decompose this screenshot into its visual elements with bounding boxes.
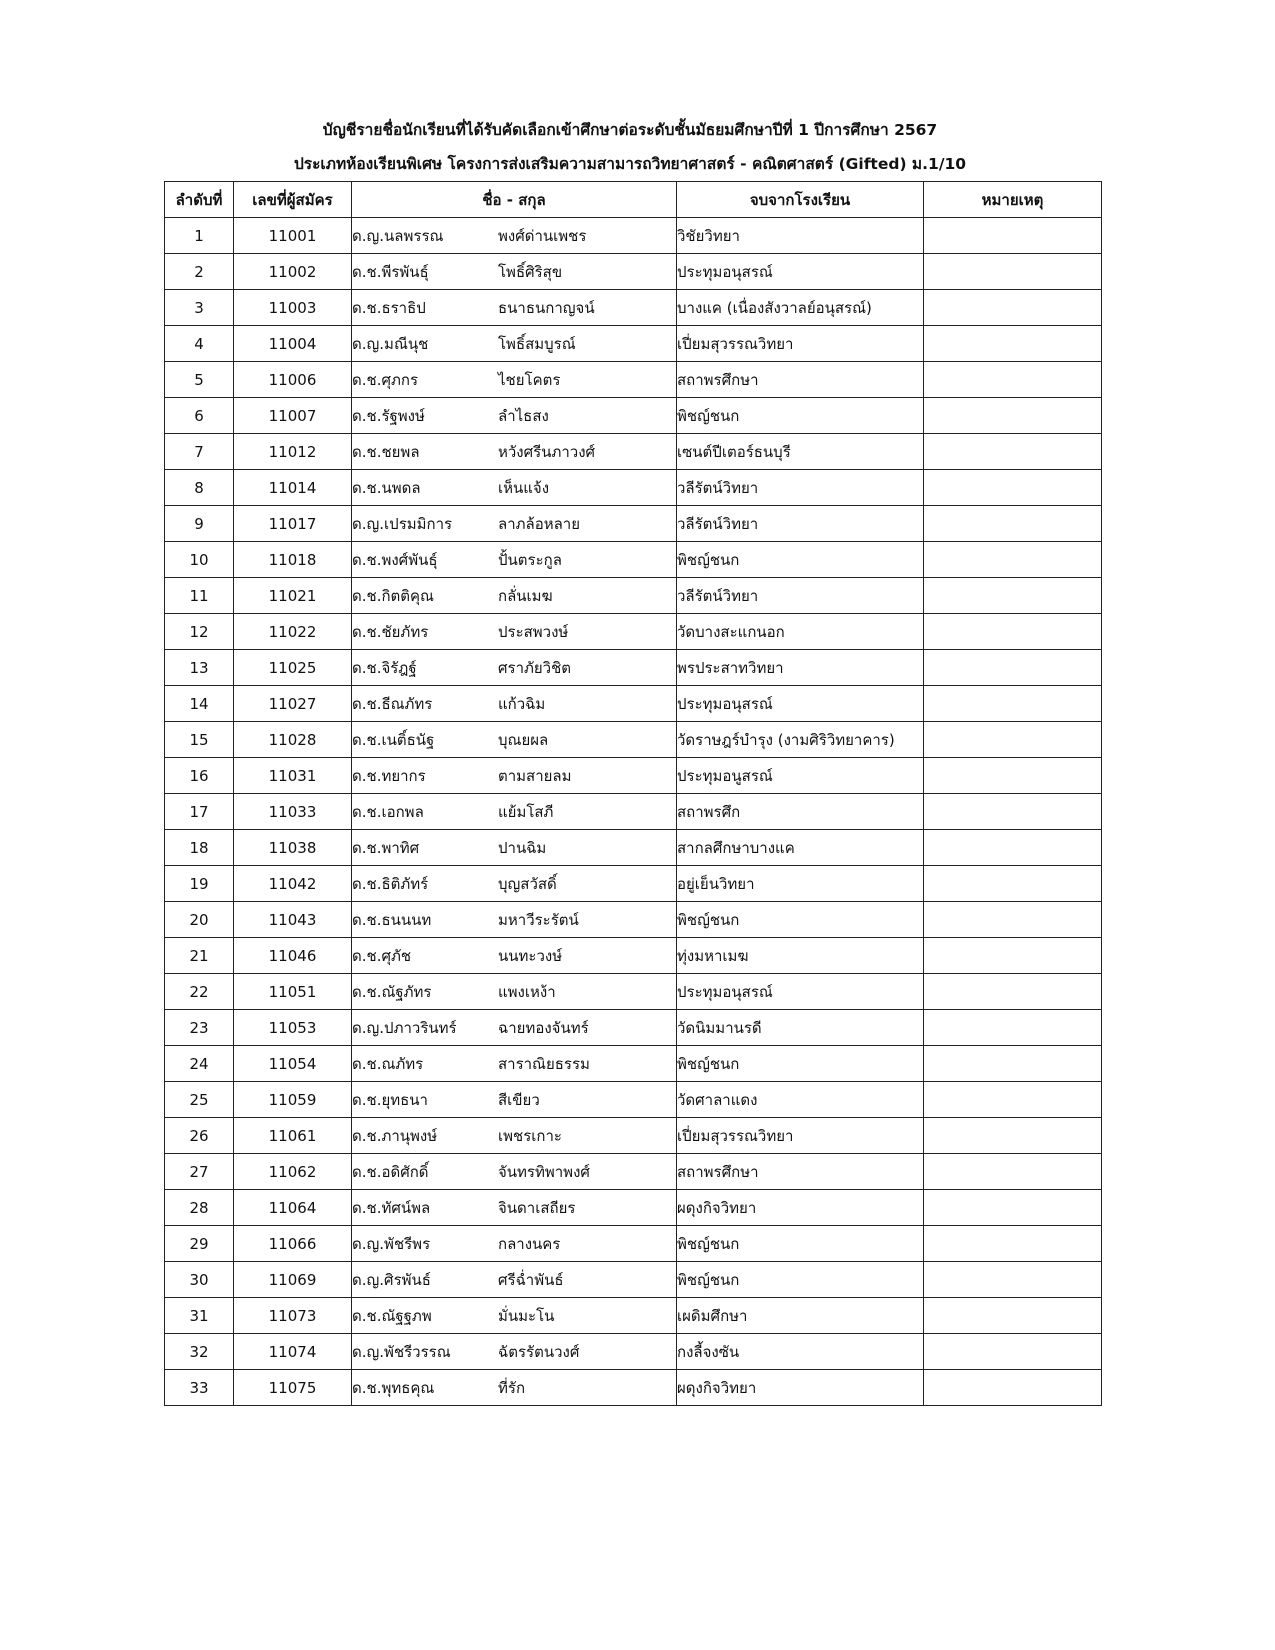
applicant-number: 11064 bbox=[234, 1190, 352, 1226]
previous-school: พิชญ์ชนก bbox=[677, 1262, 924, 1298]
table-row bbox=[165, 1298, 1102, 1334]
previous-school: วัดนิมมานรดี bbox=[677, 1010, 924, 1046]
student-name-cell bbox=[352, 722, 677, 758]
previous-school: พิชญ์ชนก bbox=[677, 902, 924, 938]
table-row bbox=[165, 902, 1102, 938]
student-last-name: มั่นมะโน bbox=[498, 1306, 555, 1325]
student-last-name: แย้มโสภี bbox=[498, 802, 554, 821]
table-row bbox=[165, 830, 1102, 866]
row-number: 33 bbox=[165, 1370, 234, 1406]
row-number: 25 bbox=[165, 1082, 234, 1118]
note-cell bbox=[924, 290, 1102, 326]
note-cell bbox=[924, 722, 1102, 758]
student-first-name: ด.ช.ชัยภัทร bbox=[352, 622, 429, 641]
applicant-number: 11004 bbox=[234, 326, 352, 362]
student-last-name: แพงเหง้า bbox=[498, 982, 556, 1001]
table-row bbox=[165, 326, 1102, 362]
student-first-name: ด.ช.ณัฐภัทร bbox=[352, 982, 432, 1001]
applicant-number: 11007 bbox=[234, 398, 352, 434]
student-name-cell bbox=[352, 578, 677, 614]
row-number: 26 bbox=[165, 1118, 234, 1154]
previous-school: พรประสาทวิทยา bbox=[677, 650, 924, 686]
student-name-cell bbox=[352, 794, 677, 830]
student-last-name: ศรีฉ่ำพันธ์ bbox=[498, 1270, 564, 1289]
student-name-cell bbox=[352, 614, 677, 650]
note-cell bbox=[924, 758, 1102, 794]
table-row bbox=[165, 1082, 1102, 1118]
student-name-cell bbox=[352, 254, 677, 290]
student-last-name: ปานฉิม bbox=[498, 838, 547, 857]
table-row bbox=[165, 866, 1102, 902]
student-first-name: ด.ช.ภานุพงษ์ bbox=[352, 1126, 438, 1145]
row-number: 10 bbox=[165, 542, 234, 578]
table-row bbox=[165, 758, 1102, 794]
applicant-number: 11059 bbox=[234, 1082, 352, 1118]
applicant-number: 11018 bbox=[234, 542, 352, 578]
previous-school: กงลี้จงซัน bbox=[677, 1334, 924, 1370]
applicant-number: 11003 bbox=[234, 290, 352, 326]
previous-school: อยู่เย็นวิทยา bbox=[677, 866, 924, 902]
table-row bbox=[165, 974, 1102, 1010]
student-name-cell bbox=[352, 938, 677, 974]
student-name-cell bbox=[352, 1010, 677, 1046]
applicant-number: 11021 bbox=[234, 578, 352, 614]
row-number: 2 bbox=[165, 254, 234, 290]
student-last-name: พงศ์ด่านเพชร bbox=[498, 226, 587, 245]
row-number: 17 bbox=[165, 794, 234, 830]
student-first-name: ด.ญ.ศิรพันธ์ bbox=[352, 1270, 431, 1289]
applicant-number: 11066 bbox=[234, 1226, 352, 1262]
applicant-number: 11054 bbox=[234, 1046, 352, 1082]
note-cell bbox=[924, 794, 1102, 830]
student-first-name: ด.ช.กิตติคุณ bbox=[352, 586, 434, 605]
student-first-name: ด.ญ.พัชรีวรรณ bbox=[352, 1342, 451, 1361]
table-row bbox=[165, 614, 1102, 650]
student-last-name: กลั่นเมฆ bbox=[498, 586, 553, 605]
table-row bbox=[165, 470, 1102, 506]
table-row bbox=[165, 938, 1102, 974]
student-first-name: ด.ญ.นลพรรณ bbox=[352, 226, 444, 245]
row-number: 27 bbox=[165, 1154, 234, 1190]
previous-school: พิชญ์ชนก bbox=[677, 1226, 924, 1262]
applicant-number: 11028 bbox=[234, 722, 352, 758]
table-row bbox=[165, 254, 1102, 290]
student-last-name: ธนาธนกาญจน์ bbox=[498, 298, 595, 317]
row-number: 20 bbox=[165, 902, 234, 938]
student-last-name: ฉัตรรัตนวงศ์ bbox=[498, 1342, 580, 1361]
row-number: 8 bbox=[165, 470, 234, 506]
student-first-name: ด.ญ.เปรมมิการ bbox=[352, 514, 453, 533]
student-name-cell bbox=[352, 398, 677, 434]
table-row bbox=[165, 686, 1102, 722]
table-row bbox=[165, 1262, 1102, 1298]
header-note: หมายเหตุ bbox=[924, 182, 1102, 218]
student-first-name: ด.ช.ยุทธนา bbox=[352, 1090, 428, 1109]
row-number: 24 bbox=[165, 1046, 234, 1082]
student-name-cell bbox=[352, 434, 677, 470]
student-first-name: ด.ช.พุทธคุณ bbox=[352, 1378, 435, 1397]
student-last-name: ลำไธสง bbox=[498, 406, 549, 425]
student-last-name: ที่รัก bbox=[498, 1378, 526, 1397]
student-name-cell bbox=[352, 326, 677, 362]
row-number: 11 bbox=[165, 578, 234, 614]
student-first-name: ด.ช.ทัศน์พล bbox=[352, 1198, 431, 1217]
row-number: 15 bbox=[165, 722, 234, 758]
student-name-cell bbox=[352, 1154, 677, 1190]
student-last-name: บุญสวัสดิ์ bbox=[498, 874, 557, 893]
row-number: 6 bbox=[165, 398, 234, 434]
student-name-cell bbox=[352, 1046, 677, 1082]
student-name-cell bbox=[352, 362, 677, 398]
student-name-cell bbox=[352, 290, 677, 326]
student-name-cell bbox=[352, 758, 677, 794]
row-number: 9 bbox=[165, 506, 234, 542]
student-name-cell bbox=[352, 1082, 677, 1118]
student-name-cell bbox=[352, 1298, 677, 1334]
header-applicant-number: เลขที่ผู้สมัคร bbox=[234, 182, 352, 218]
note-cell bbox=[924, 974, 1102, 1010]
applicant-number: 11046 bbox=[234, 938, 352, 974]
applicant-number: 11061 bbox=[234, 1118, 352, 1154]
student-first-name: ด.ช.ศุภัช bbox=[352, 946, 412, 965]
applicant-number: 11006 bbox=[234, 362, 352, 398]
note-cell bbox=[924, 1298, 1102, 1334]
applicant-number: 11002 bbox=[234, 254, 352, 290]
student-first-name: ด.ช.ณภัทร bbox=[352, 1054, 424, 1073]
applicant-number: 11017 bbox=[234, 506, 352, 542]
note-cell bbox=[924, 902, 1102, 938]
note-cell bbox=[924, 1010, 1102, 1046]
note-cell bbox=[924, 1046, 1102, 1082]
student-last-name: เพชรเกาะ bbox=[498, 1126, 562, 1145]
applicant-number: 11012 bbox=[234, 434, 352, 470]
student-roster-table bbox=[164, 181, 1102, 1406]
applicant-number: 11033 bbox=[234, 794, 352, 830]
student-name-cell bbox=[352, 650, 677, 686]
student-last-name: เห็นแจ้ง bbox=[498, 478, 550, 497]
student-name-cell bbox=[352, 974, 677, 1010]
previous-school: วัดราษฎร์บำรุง (งามศิริวิทยาคาร) bbox=[677, 722, 924, 758]
previous-school: วิชัยวิทยา bbox=[677, 218, 924, 254]
previous-school: ทุ่งมหาเมฆ bbox=[677, 938, 924, 974]
row-number: 3 bbox=[165, 290, 234, 326]
student-first-name: ด.ญ.พัชรีพร bbox=[352, 1234, 431, 1253]
student-last-name: ฉายทองจันทร์ bbox=[498, 1018, 589, 1037]
student-name-cell bbox=[352, 1226, 677, 1262]
note-cell bbox=[924, 362, 1102, 398]
note-cell bbox=[924, 1226, 1102, 1262]
student-first-name: ด.ญ.มณีนุช bbox=[352, 334, 429, 353]
student-first-name: ด.ช.ธิติภัทร์ bbox=[352, 874, 429, 893]
student-name-cell bbox=[352, 218, 677, 254]
table-row bbox=[165, 506, 1102, 542]
student-name-cell bbox=[352, 830, 677, 866]
table-row bbox=[165, 362, 1102, 398]
row-number: 32 bbox=[165, 1334, 234, 1370]
student-last-name: กลางนคร bbox=[498, 1234, 561, 1253]
document-subtitle: ประเภทห้องเรียนพิเศษ โครงการส่งเสริมความสามารถวิทยาศาสตร์ - คณิตศาสตร์ (Gifted) ม.1/10 bbox=[293, 155, 967, 173]
applicant-number: 11069 bbox=[234, 1262, 352, 1298]
row-number: 1 bbox=[165, 218, 234, 254]
table-row bbox=[165, 1154, 1102, 1190]
previous-school: พิชญ์ชนก bbox=[677, 398, 924, 434]
row-number: 4 bbox=[165, 326, 234, 362]
student-first-name: ด.ญ.ปภาวรินทร์ bbox=[352, 1018, 457, 1037]
previous-school: วลีรัตน์วิทยา bbox=[677, 506, 924, 542]
student-first-name: ด.ช.เนติ์ธนัฐ bbox=[352, 730, 435, 749]
previous-school: วัดศาลาแดง bbox=[677, 1082, 924, 1118]
note-cell bbox=[924, 1262, 1102, 1298]
student-name-cell bbox=[352, 866, 677, 902]
note-cell bbox=[924, 578, 1102, 614]
table-row bbox=[165, 1046, 1102, 1082]
previous-school: ประทุมอนุสรณ์ bbox=[677, 974, 924, 1010]
row-number: 28 bbox=[165, 1190, 234, 1226]
previous-school: เผดิมศึกษา bbox=[677, 1298, 924, 1334]
previous-school: สถาพรศึกษา bbox=[677, 362, 924, 398]
note-cell bbox=[924, 1118, 1102, 1154]
student-first-name: ด.ช.ศุภกร bbox=[352, 370, 419, 389]
row-number: 21 bbox=[165, 938, 234, 974]
previous-school: ประทุมอนูสรณ์ bbox=[677, 758, 924, 794]
applicant-number: 11042 bbox=[234, 866, 352, 902]
student-first-name: ด.ช.ธราธิป bbox=[352, 298, 426, 317]
previous-school: พิชญ์ชนก bbox=[677, 542, 924, 578]
row-number: 7 bbox=[165, 434, 234, 470]
note-cell bbox=[924, 1370, 1102, 1406]
student-last-name: ศราภัยวิชิต bbox=[498, 658, 572, 677]
student-first-name: ด.ช.ชยพล bbox=[352, 442, 420, 461]
previous-school: ผดุงกิจวิทยา bbox=[677, 1190, 924, 1226]
note-cell bbox=[924, 434, 1102, 470]
applicant-number: 11027 bbox=[234, 686, 352, 722]
header-number: ลำดับที่ bbox=[165, 182, 234, 218]
note-cell bbox=[924, 1082, 1102, 1118]
applicant-number: 11038 bbox=[234, 830, 352, 866]
applicant-number: 11031 bbox=[234, 758, 352, 794]
previous-school: สถาพรศึกษา bbox=[677, 1154, 924, 1190]
row-number: 18 bbox=[165, 830, 234, 866]
note-cell bbox=[924, 506, 1102, 542]
previous-school: สถาพรศึก bbox=[677, 794, 924, 830]
note-cell bbox=[924, 614, 1102, 650]
applicant-number: 11053 bbox=[234, 1010, 352, 1046]
table-row bbox=[165, 1334, 1102, 1370]
applicant-number: 11022 bbox=[234, 614, 352, 650]
note-cell bbox=[924, 1334, 1102, 1370]
student-name-cell bbox=[352, 1262, 677, 1298]
note-cell bbox=[924, 218, 1102, 254]
note-cell bbox=[924, 542, 1102, 578]
table-row bbox=[165, 218, 1102, 254]
table-header-row bbox=[165, 182, 1102, 218]
student-first-name: ด.ช.นพดล bbox=[352, 478, 421, 497]
row-number: 16 bbox=[165, 758, 234, 794]
row-number: 14 bbox=[165, 686, 234, 722]
applicant-number: 11043 bbox=[234, 902, 352, 938]
row-number: 29 bbox=[165, 1226, 234, 1262]
student-name-cell bbox=[352, 1370, 677, 1406]
applicant-number: 11073 bbox=[234, 1298, 352, 1334]
student-last-name: ไชยโคตร bbox=[498, 370, 561, 389]
applicant-number: 11001 bbox=[234, 218, 352, 254]
table-row bbox=[165, 1118, 1102, 1154]
student-first-name: ด.ช.เอกพล bbox=[352, 802, 424, 821]
row-number: 30 bbox=[165, 1262, 234, 1298]
student-last-name: ลาภล้อหลาย bbox=[498, 514, 580, 533]
student-first-name: ด.ช.พีรพันธุ์ bbox=[352, 262, 429, 281]
previous-school: เปี่ยมสุวรรณวิทยา bbox=[677, 326, 924, 362]
note-cell bbox=[924, 326, 1102, 362]
previous-school: ประทุมอนุสรณ์ bbox=[677, 254, 924, 290]
note-cell bbox=[924, 1190, 1102, 1226]
applicant-number: 11014 bbox=[234, 470, 352, 506]
student-first-name: ด.ช.จิรัฎฐ์ bbox=[352, 658, 417, 677]
applicant-number: 11062 bbox=[234, 1154, 352, 1190]
table-row bbox=[165, 290, 1102, 326]
previous-school: วัดบางสะแกนอก bbox=[677, 614, 924, 650]
previous-school: บางแค (เนื่องสังวาลย์อนุสรณ์) bbox=[677, 290, 924, 326]
previous-school: วลีรัตน์วิทยา bbox=[677, 470, 924, 506]
row-number: 19 bbox=[165, 866, 234, 902]
row-number: 31 bbox=[165, 1298, 234, 1334]
note-cell bbox=[924, 866, 1102, 902]
student-last-name: โพธิ์สมบูรณ์ bbox=[498, 334, 576, 353]
student-name-cell bbox=[352, 506, 677, 542]
note-cell bbox=[924, 830, 1102, 866]
student-last-name: โพธิ์ศิริสุข bbox=[498, 262, 563, 281]
row-number: 5 bbox=[165, 362, 234, 398]
student-last-name: มหาวีระรัตน์ bbox=[498, 910, 579, 929]
student-first-name: ด.ช.ณัฐฐภพ bbox=[352, 1306, 432, 1325]
table-row bbox=[165, 722, 1102, 758]
table-row bbox=[165, 650, 1102, 686]
student-first-name: ด.ช.ธีณภัทร bbox=[352, 694, 433, 713]
note-cell bbox=[924, 650, 1102, 686]
note-cell bbox=[924, 1154, 1102, 1190]
header-school: จบจากโรงเรียน bbox=[677, 182, 924, 218]
table-row bbox=[165, 1370, 1102, 1406]
note-cell bbox=[924, 254, 1102, 290]
note-cell bbox=[924, 398, 1102, 434]
previous-school: ผดุงกิจวิทยา bbox=[677, 1370, 924, 1406]
student-last-name: สาราณิยธรรม bbox=[498, 1054, 590, 1073]
student-name-cell bbox=[352, 470, 677, 506]
student-last-name: นนทะวงษ์ bbox=[498, 946, 563, 965]
student-first-name: ด.ช.ทยากร bbox=[352, 766, 426, 785]
note-cell bbox=[924, 938, 1102, 974]
student-name-cell bbox=[352, 1334, 677, 1370]
header-full-name: ชื่อ - สกุล bbox=[352, 182, 677, 218]
student-last-name: ตามสายลม bbox=[498, 766, 572, 785]
previous-school: เปี่ยมสุวรรณวิทยา bbox=[677, 1118, 924, 1154]
row-number: 13 bbox=[165, 650, 234, 686]
document-title: บัญชีรายชื่อนักเรียนที่ได้รับคัดเลือกเข้าศึกษาต่อระดับชั้นมัธยมศึกษาปีที่ 1 ปีการศึกษา 2567 bbox=[322, 121, 938, 139]
student-name-cell bbox=[352, 686, 677, 722]
table-row bbox=[165, 578, 1102, 614]
note-cell bbox=[924, 470, 1102, 506]
previous-school: เซนต์ปีเตอร์ธนบุรี bbox=[677, 434, 924, 470]
student-last-name: จินดาเสถียร bbox=[498, 1198, 576, 1217]
student-first-name: ด.ช.รัฐพงษ์ bbox=[352, 406, 425, 425]
student-first-name: ด.ช.พงศ์พันธุ์ bbox=[352, 550, 438, 569]
student-last-name: แก้วฉิม bbox=[498, 694, 546, 713]
row-number: 23 bbox=[165, 1010, 234, 1046]
student-last-name: ประสพวงษ์ bbox=[498, 622, 569, 641]
row-number: 12 bbox=[165, 614, 234, 650]
student-last-name: สีเขียว bbox=[498, 1090, 540, 1109]
student-first-name: ด.ช.อดิศักดิ์ bbox=[352, 1162, 429, 1181]
previous-school: สากลศึกษาบางแค bbox=[677, 830, 924, 866]
table-row bbox=[165, 794, 1102, 830]
student-first-name: ด.ช.ธนนนท bbox=[352, 910, 432, 929]
applicant-number: 11074 bbox=[234, 1334, 352, 1370]
student-name-cell bbox=[352, 902, 677, 938]
previous-school: ประทุมอนุสรณ์ bbox=[677, 686, 924, 722]
previous-school: พิชญ์ชนก bbox=[677, 1046, 924, 1082]
row-number: 22 bbox=[165, 974, 234, 1010]
student-last-name: บุณยผล bbox=[498, 730, 549, 749]
student-name-cell bbox=[352, 542, 677, 578]
table-row bbox=[165, 398, 1102, 434]
student-name-cell bbox=[352, 1190, 677, 1226]
table-row bbox=[165, 1010, 1102, 1046]
note-cell bbox=[924, 686, 1102, 722]
student-last-name: จันทรทิพาพงศ์ bbox=[498, 1162, 590, 1181]
previous-school: วลีรัตน์วิทยา bbox=[677, 578, 924, 614]
student-last-name: หวังศรีนภาวงศ์ bbox=[498, 442, 596, 461]
table-row bbox=[165, 1190, 1102, 1226]
applicant-number: 11075 bbox=[234, 1370, 352, 1406]
student-name-cell bbox=[352, 1118, 677, 1154]
table-row bbox=[165, 434, 1102, 470]
table-row bbox=[165, 1226, 1102, 1262]
student-last-name: ปั้นตระกูล bbox=[498, 550, 562, 569]
student-first-name: ด.ช.พาทิศ bbox=[352, 838, 420, 857]
table-body bbox=[165, 218, 1102, 1406]
applicant-number: 11051 bbox=[234, 974, 352, 1010]
table-row bbox=[165, 542, 1102, 578]
applicant-number: 11025 bbox=[234, 650, 352, 686]
